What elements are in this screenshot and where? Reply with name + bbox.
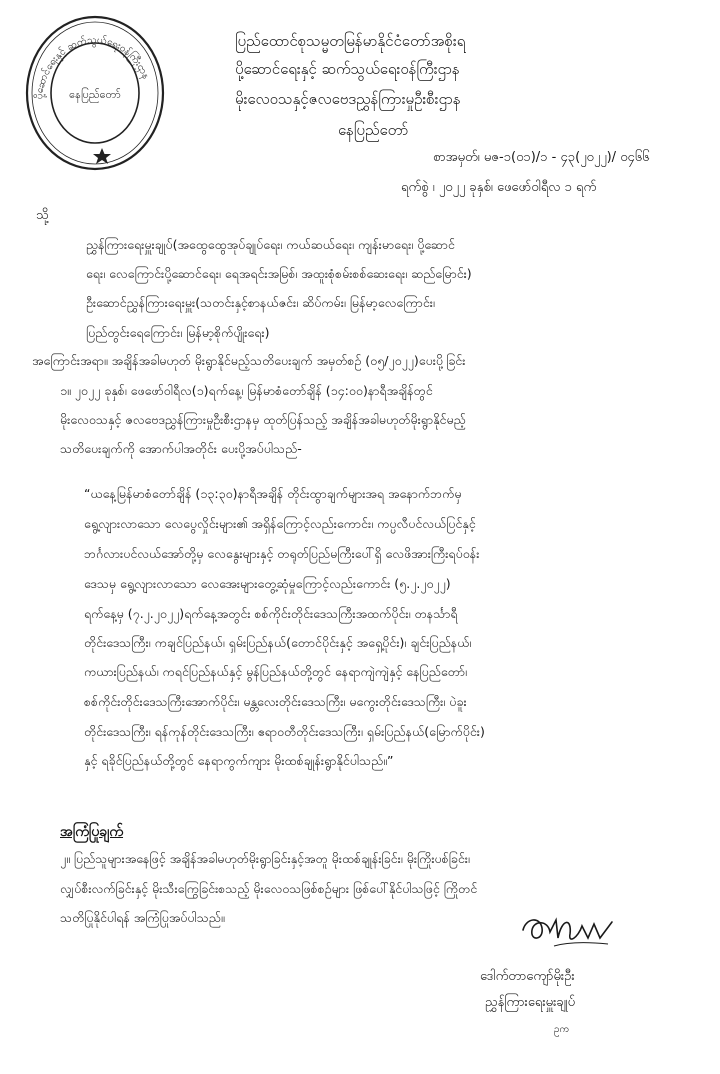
star-icon [93, 148, 111, 164]
advice-line: သတိပြုနိုင်ပါရန် အကြံပြုအပ်ပါသည်။ [60, 910, 225, 925]
govt-name: ပြည်ထောင်စုသမ္မတမြန်မာနိုင်ငံတော်အစိုးရ [235, 32, 466, 50]
initial-mark: ဥက [554, 1024, 570, 1035]
subject-line: အကြောင်းအရာ။ အချိန်အခါမဟုတ် မိုးရွာနိုင်မည့်သတိပေးချက် အမှတ်စဉ် (၀၅/၂၀၂၂)ပေးပို့ခြင်း [32, 353, 466, 368]
quote-line: တိုင်းဒေသကြီး၊ ကချင်ပြည်နယ်၊ ရှမ်းပြည်နယ်(တောင်ပိုင်းနှင့် အရှေ့ပိုင်း)၊ ချင်းပြည်နယ်၊ [84, 635, 472, 650]
body-line: ၁။ ၂၀၂၂ ခုနှစ်၊ ဖေဖော်ဝါရီလ(၁)ရက်နေ့၊ မြန်မာစံတော်ချိန် (၁၄:၀၀)နာရီအချိန်တွင် [60, 383, 433, 398]
handwritten-signature [518, 908, 618, 950]
recipient-line: ပြည်တွင်းရေကြောင်း၊ မြန်မာ့စိုက်ပျိုးရေး) [86, 325, 270, 340]
advice-heading: အကြံပြုချက် [60, 824, 124, 840]
reference-number: စာအမှတ်၊ မဇ-၁(၀၁)/၁ - ၄၃(၂၀၂၂)/ ၀၄၆၆ [433, 150, 650, 165]
recipient-line: ညွှန်ကြားရေးမှူးချုပ်(အထွေထွေအုပ်ချုပ်ရေး၊ ကယ်ဆယ်ရေး၊ ကျန်းမာရေး၊ ပို့ဆောင် [86, 237, 455, 252]
quote-line: တိုင်းဒေသကြီး၊ ရန်ကုန်တိုင်းဒေသကြီး၊ ဧရာဝတီတိုင်းဒေသကြီး၊ ရှမ်းပြည်နယ်(မြောက်ပိုင်း) [84, 724, 485, 739]
recipient-line: ဦးဆောင်ညွှန်ကြားရေးမှူး(သတင်းနှင့်စာနယ်ဇင်း၊ ဆိပ်ကမ်း၊ မြန်မာ့လေကြောင်း၊ [86, 295, 435, 310]
location-name: နေပြည်တော် [338, 121, 409, 139]
quote-line: ရွေ့လျားလာသော လေပွေလှိုင်းများ၏ အရှိန်ကြောင့်လည်းကောင်း၊ ကပ္ပလီပင်လယ်ပြင်နှင့် [84, 516, 476, 531]
ministry-name: ပို့ဆောင်ရေးနှင့် ဆက်သွယ်ရေးဝန်ကြီးဌာန [235, 60, 460, 78]
recipient-line: ရေး၊ လေကြောင်းပို့ဆောင်ရေး၊ ရေအရင်းအမြစ်၊ အထူးစုံစမ်းစစ်ဆေးရေး၊ ဆည်မြောင်း) [86, 266, 472, 281]
department-name: မိုးလေဝသနှင့်ဇလဗေဒညွှန်ကြားမှုဦးစီးဌာန [235, 90, 461, 108]
advice-line: ၂။ ပြည်သူများအနေဖြင့် အချိန်အခါမဟုတ်မိုးရွာခြင်းနှင့်အတူ မိုးထစ်ချုန်းခြင်း၊ မိုးကြိုးပစ်ခြင်း၊ [60, 851, 470, 866]
body-line: သတိပေးချက်ကို အောက်ပါအတိုင်း ပေးပို့အပ်ပါသည်- [60, 441, 302, 456]
quote-line: “ယနေ့မြန်မာစံတော်ချိန် (၁၃:၃၀)နာရီအချိန် တိုင်းထွာချက်များအရ အနောက်ဘက်မှ [84, 486, 462, 501]
department-seal [20, 8, 170, 178]
signature-block [480, 908, 680, 1058]
signatory-title: ညွှန်ကြားရေးမှူးချုပ် [485, 995, 576, 1010]
advice-line: လျှပ်စီးလက်ခြင်းနှင့် မိုးသီးကြွေခြင်းစသည့် မိုးလေဝသဖြစ်စဉ်များ ဖြစ်ပေါ်နိုင်ပါသဖြင့် ကြိုတင် [60, 881, 478, 896]
addressee-label: သို့ [36, 208, 49, 223]
signatory-name: ဒေါက်တာကျော်မိုးဦး [480, 969, 575, 984]
quote-line: ရက်နေ့မှ (၇.၂.၂၀၂၂)ရက်နေ့အတွင်း စစ်ကိုင်းတိုင်းဒေသကြီးအထက်ပိုင်း၊ တနင်္သာရီ [84, 606, 458, 621]
quote-line: စစ်ကိုင်းတိုင်းဒေသကြီးအောက်ပိုင်း၊ မန္တလေးတိုင်းဒေသကြီး၊ မကွေးတိုင်းဒေသကြီး၊ ပဲခူး [84, 694, 467, 709]
quote-line: ဒေသမှ ရွေ့လျားလာသော လေအေးများတွေ့ဆုံမှုကြောင့်လည်းကောင်း (၅.၂.၂၀၂၂) [84, 576, 451, 591]
quote-line: ကယားပြည်နယ်၊ ကရင်ပြည်နယ်နှင့် မွန်ပြည်နယ်တို့တွင် နေရာကျဲကျဲနှင့် နေပြည်တော်၊ [84, 664, 467, 679]
letter-date: ရက်စွဲ ၊ ၂၀၂၂ ခုနှစ်၊ ဖေဖော်ဝါရီလ ၁ ရက် [401, 180, 597, 195]
seal-ring-text: ပို့ဆောင်ရေးနှင့် ဆက်သွယ်ရေးဝန်ကြီးဌာန [34, 34, 152, 100]
quote-line: နှင့် ရခိုင်ပြည်နယ်တို့တွင် နေရာကွက်ကျား မိုးထစ်ချုန်းရွာနိုင်ပါသည်။” [84, 753, 394, 768]
seal-inner-text: နေပြည်တော် [69, 88, 121, 101]
quote-line: ဘင်္ဂလားပင်လယ်အော်တို့မှ လေနွေးများနှင့် တရုတ်ပြည်မကြီးပေါ်ရှိ လေဖိအားကြီးရပ်ဝန်း [84, 546, 480, 561]
body-line: မိုးလေဝသနှင့် ဇလဗေဒညွှန်ကြားမှုဦးစီးဌာနမှ ထုတ်ပြန်သည့် အချိန်အခါမဟုတ်မိုးရွာနိုင်မည့် [60, 412, 466, 427]
